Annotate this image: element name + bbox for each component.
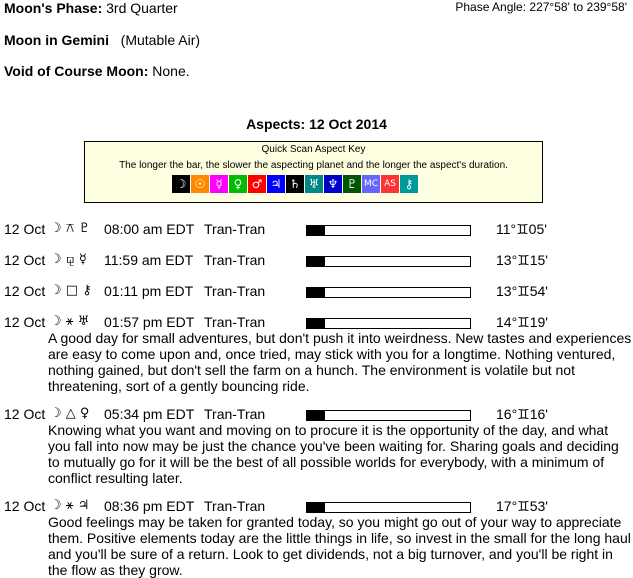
aspect-duration-fill	[307, 288, 325, 297]
aspect-description: A good day for small adventures, but don't push it into weirdness. New tastes and experiences are easy to come upon and, once tried, may stick with you for a longtime. Nothing ventured, nothing gained, but don't sell the farm on a hunch. The environment is volatile but not threatening, sort of a gently bouncing ride.	[48, 330, 632, 394]
aspect-degree: 17°♊53'	[496, 498, 548, 514]
void-of-course-label: Void of Course Moon:	[4, 63, 149, 79]
planet-glyph-icon: ♀	[229, 175, 247, 193]
aspect-date: 12 Oct	[4, 283, 46, 299]
aspect-type: Tran-Tran	[204, 283, 266, 299]
aspect-glyph: ☽ ⚹ ♃	[50, 498, 90, 513]
aspect-time: 11:59 am EDT	[104, 252, 194, 268]
aspect-date: 12 Oct	[4, 314, 46, 330]
moon-phase-value: 3rd Quarter	[106, 0, 178, 16]
void-of-course-value: None.	[152, 63, 190, 79]
planet-glyph-icon: MC	[362, 175, 380, 193]
aspect-description: Knowing what you want and moving on to procure it is the opportunity of the day, and what you fall into now may be just the chance you've been waiting for. Sharing goals and deciding to mutually go for it will be the best of all possible worlds for everybody, with a minimum of conflict resulting later.	[48, 422, 619, 486]
moon-phase	[4, 0, 178, 16]
aspect-duration-bar	[306, 287, 471, 298]
moon-in-sign-label: Moon in Gemini	[4, 32, 109, 48]
aspect-duration-bar	[306, 318, 471, 329]
aspect-duration-fill	[307, 411, 325, 420]
aspect-time: 01:11 pm EDT	[104, 283, 194, 299]
aspect-duration-fill	[307, 257, 325, 266]
planet-glyph-icon: ⚷	[400, 175, 418, 193]
planet-glyph-icon: ☉	[191, 175, 209, 193]
aspect-date: 12 Oct	[4, 221, 46, 237]
planet-glyph-icon: ♃	[267, 175, 285, 193]
planet-glyph-icon: ☽	[172, 175, 190, 193]
aspect-glyph: ☽ □ ⚷	[50, 283, 92, 298]
aspect-glyph: ☽ ⚻ ♇	[50, 221, 91, 236]
aspect-key-text: The longer the bar, the slower the aspecting planet and the longer the aspect's duration.	[119, 160, 508, 171]
aspects-title: Aspects: 12 Oct 2014	[246, 116, 387, 132]
aspect-glyph: ☽ △ ♀	[50, 406, 90, 421]
moon-phase-label: Moon's Phase:	[4, 0, 103, 16]
planet-glyph-icon: AS	[381, 175, 399, 193]
aspect-degree: 13°♊15'	[496, 252, 548, 268]
aspect-time: 01:57 pm EDT	[104, 314, 195, 330]
planet-glyph-icon: ♆	[324, 175, 342, 193]
aspect-key-title: Quick Scan Aspect Key	[261, 144, 366, 155]
aspect-degree: 11°♊05'	[496, 221, 547, 237]
aspect-type: Tran-Tran	[204, 314, 266, 330]
aspect-degree: 13°♊54'	[496, 283, 548, 299]
aspect-duration-fill	[307, 226, 325, 235]
aspect-type: Tran-Tran	[204, 498, 266, 514]
aspect-key-box	[84, 141, 543, 203]
moon-in-sign-element: (Mutable Air)	[120, 32, 201, 48]
phase-angle: Phase Angle: 227°58' to 239°58'	[455, 0, 627, 14]
aspect-duration-bar	[306, 225, 471, 236]
planet-glyph-icon: ♇	[343, 175, 361, 193]
planet-glyph-icon: ♂	[248, 175, 266, 193]
planet-glyph-icon: ☿	[210, 175, 228, 193]
aspect-date: 12 Oct	[4, 406, 46, 422]
aspect-duration-fill	[307, 319, 325, 328]
aspect-type: Tran-Tran	[204, 252, 266, 268]
aspect-glyph: ☽ ⚼ ☿	[50, 252, 87, 267]
planet-glyph-strip	[172, 175, 419, 193]
aspect-glyph: ☽ ⚹ ♅	[50, 314, 90, 329]
aspect-degree: 14°♊19'	[496, 314, 548, 330]
aspect-description: Good feelings may be taken for granted today, so you might go out of your way to appreciate them. Positive elements today are the little things in life, so invest in the small for the long haul and you'll be sure of a return. Look to get dividends, not a big turnover, and you'll be right in the flow as they grow.	[48, 514, 631, 578]
moon-in-sign	[4, 32, 200, 48]
aspect-duration-fill	[307, 503, 325, 512]
aspect-duration-bar	[306, 256, 471, 267]
aspect-time: 08:00 am EDT	[104, 221, 195, 237]
planet-glyph-icon: ♄	[286, 175, 304, 193]
aspect-degree: 16°♊16'	[496, 406, 548, 422]
planet-glyph-icon: ♅	[305, 175, 323, 193]
aspect-date: 12 Oct	[4, 252, 46, 268]
aspect-time: 08:36 pm EDT	[104, 498, 195, 514]
aspect-type: Tran-Tran	[204, 221, 266, 237]
aspect-date: 12 Oct	[4, 498, 46, 514]
aspect-duration-bar	[306, 502, 471, 513]
aspect-time: 05:34 pm EDT	[104, 406, 195, 422]
aspect-type: Tran-Tran	[204, 406, 266, 422]
void-of-course	[4, 63, 190, 79]
aspect-duration-bar	[306, 410, 471, 421]
